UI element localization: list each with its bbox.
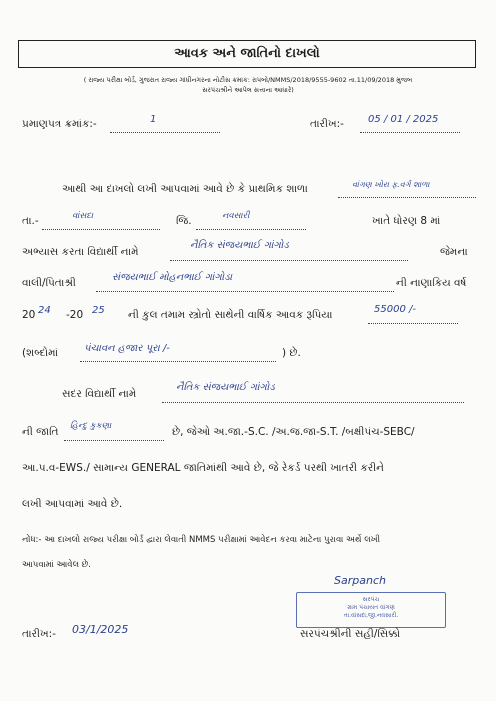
student-line	[170, 260, 408, 261]
certificate-no-line	[110, 132, 220, 133]
caste-line-2: આ.પ.વ-EWS./ સામાન્ય GENERAL જાતિમાંથી આવે છે, જે રેકર્ડ પરથી ખાતરી કરીને	[22, 462, 385, 474]
ta-line	[42, 229, 160, 230]
year-from: 24	[38, 305, 51, 316]
words-label: (શબ્દોમાં	[22, 347, 59, 359]
date-line	[360, 132, 460, 133]
guardian-label: વાલી/પિતાશ્રી	[22, 277, 76, 289]
subtitle-line-2: સરપંચશ્રીને આપેલ સત્તાના આધારે)	[202, 86, 294, 94]
caste-text: છે, જેઓ અ.જા.-S.C. /અ.જ.જા-S.T. /બક્ષીપંચ-SEBC/	[172, 426, 415, 438]
ji-value: નવસારી	[222, 211, 250, 221]
student2-line	[162, 402, 464, 403]
student2-label: સદર વિદ્યાર્થી નામે	[62, 388, 137, 400]
words-end: ) છે.	[282, 347, 301, 359]
caste-value: હિન્દુ કુકણા	[70, 421, 112, 431]
date-label: તારીખ:-	[310, 118, 344, 130]
page-title: આવક અને જાતિનો દાખલો	[18, 40, 476, 68]
date-value: 05 / 01 / 2025	[368, 114, 439, 125]
year-mid: -20	[66, 309, 84, 321]
guardian-line	[96, 291, 394, 292]
caste-line-3: લખી આપવામાં આવે છે.	[22, 498, 123, 510]
bottom-date-value: 03/1/2025	[72, 623, 129, 636]
signature-caption: સરપંચશ્રીની સહી/સિક્કો	[300, 628, 401, 640]
student-label: અભ્યાસ કરતા વિદ્યાર્થી નામે	[22, 246, 139, 258]
year-prefix: 20	[22, 309, 36, 321]
ji-label: જિ.	[176, 215, 192, 227]
fin-year-label: ની નાણાકિય વર્ષ	[396, 277, 467, 289]
subtitle-line-1: ( રાજ્ય પરીક્ષા બોર્ડ, ગુજરાત રાજ્ય ગાંધીનગરના નોટીસ ક્રમાંક: રાપબો/NMMS/2018/9555-9602 તા.11/09/2018 મુજબ	[83, 76, 413, 84]
stamp-line-2: ગ્રામ પંચાયત વાંગણ	[347, 604, 395, 611]
income-value: 55000 /-	[374, 304, 416, 315]
caste-line	[64, 440, 164, 441]
std-text: ખાતે ધોરણ 8 માં	[372, 215, 441, 227]
certificate-no-value: 1	[150, 114, 157, 125]
year-to: 25	[92, 305, 105, 316]
para1-text: આથી આ દાખલો લખી આપવામાં આવે છે કે પ્રાથમિક શાળા	[62, 183, 308, 195]
student2-value: નૈતિક સંજયભાઈ ગાંગોડ	[176, 382, 275, 393]
school-value: વાંગણ ખોરા ફ.વર્ગ શાળા	[352, 180, 430, 189]
caste-label: ની જાતિ	[22, 426, 59, 438]
school-line	[338, 197, 476, 198]
stamp-line-1: સરપંચ	[362, 596, 380, 603]
words-value: પંચાવન હજાર પૂરા /-	[84, 343, 170, 354]
student-value: નૈતિક સંજયભાઈ ગાંગોડ	[190, 240, 289, 251]
income-text: ની કુલ તમામ સ્ત્રોતો સાથેની વાર્ષિક આવક રૂપિયા	[128, 309, 333, 321]
note-line-1: નોંધ:- આ દાખલો રાજ્ય પરીક્ષા બોર્ડ દ્વારા લેવાતી NMMS પરીક્ષામાં આવેદન કરવા માટેના પુરાવા અર્થે લખી	[22, 535, 381, 545]
ta-label: તા.-	[22, 215, 39, 227]
ji-line	[196, 229, 306, 230]
certificate-no-label: પ્રમાણપત્ર ક્રમાંક:-	[22, 118, 97, 130]
income-line	[368, 323, 458, 324]
note-line-2: આપવામાં આવેલ છે.	[22, 560, 92, 570]
ta-value: વાંસદા	[72, 211, 94, 221]
guardian-value: સંજયભાઈ મોહનભાઈ ગાંગોડા	[112, 272, 233, 283]
stamp-line-3: તા.વાંસદા,જી.નવસારી.	[343, 612, 399, 619]
signature: Sarpanch	[334, 574, 386, 587]
bottom-date-label: તારીખ:-	[22, 628, 56, 640]
official-stamp	[296, 592, 446, 628]
words-line	[80, 361, 276, 362]
jemna-text: જેમના	[440, 246, 468, 258]
